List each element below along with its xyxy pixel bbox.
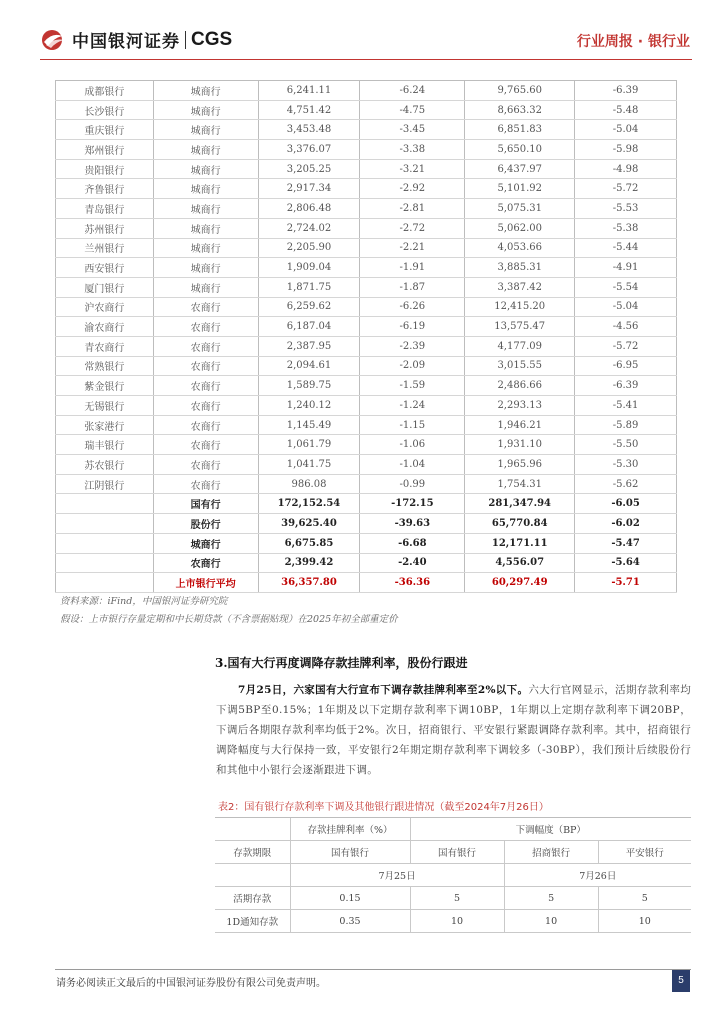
cell-bank-name: 齐鲁银行 — [56, 179, 154, 199]
cell-cut-pingan: 10 — [598, 910, 691, 933]
cell-bank-name: 西安银行 — [56, 258, 154, 278]
cell-value-4: -5.89 — [575, 415, 677, 435]
cell-value-3: 2,293.13 — [465, 396, 575, 416]
average-row — [56, 573, 677, 593]
cell-value-4: -5.72 — [575, 179, 677, 199]
assumption-note: 假设：上市银行存量定期和中长期贷款（不含票据贴现）在2025年初全部重定价 — [60, 614, 398, 625]
summary-row — [56, 514, 677, 534]
cell-value-4: -4.56 — [575, 317, 677, 337]
cell-value-3: 4,053.66 — [465, 238, 575, 258]
table-row — [56, 218, 677, 238]
cell-bank-type: 农商行 — [153, 317, 258, 337]
cell-value-4: -5.30 — [575, 455, 677, 475]
cell-bank-name: 紫金银行 — [56, 376, 154, 396]
cell-value-2: -6.68 — [360, 533, 465, 553]
cell-value-2: -2.39 — [360, 336, 465, 356]
summary-row — [56, 553, 677, 573]
cell-cut-state: 5 — [410, 887, 504, 910]
cell-bank-type: 农商行 — [153, 336, 258, 356]
cell-value-2: -6.26 — [360, 297, 465, 317]
cell-value-2: -2.40 — [360, 553, 465, 573]
cell-value-1: 1,061.79 — [258, 435, 360, 455]
cell-value-2: -0.99 — [360, 474, 465, 494]
cell-value-3: 8,663.32 — [465, 100, 575, 120]
table-row — [56, 297, 677, 317]
cell-value-1: 2,205.90 — [258, 238, 360, 258]
cell-value-3: 12,415.20 — [465, 297, 575, 317]
table-row — [56, 415, 677, 435]
cell-group-label: 国有行 — [153, 494, 258, 514]
table-row — [215, 887, 691, 910]
page-header — [0, 0, 724, 60]
cell-value-1: 6,187.04 — [258, 317, 360, 337]
cell-value-2: -3.21 — [360, 159, 465, 179]
cell-cut-state: 10 — [410, 910, 504, 933]
subheader-term: 存款期限 — [215, 841, 290, 864]
table-row — [56, 336, 677, 356]
cell-bank-name: 青农商行 — [56, 336, 154, 356]
cell-value-1: 2,724.02 — [258, 218, 360, 238]
cell-value-2: -39.63 — [360, 514, 465, 534]
table-row — [56, 356, 677, 376]
cell-bank-type: 城商行 — [153, 120, 258, 140]
cell-value-4: -5.53 — [575, 199, 677, 219]
cell-value-3: 1,946.21 — [465, 415, 575, 435]
cell-value-3: 12,171.11 — [465, 533, 575, 553]
table-row — [56, 317, 677, 337]
cell-average-label: 上市银行平均 — [153, 573, 258, 593]
table-row — [56, 81, 677, 101]
cell-value-3: 2,486.66 — [465, 376, 575, 396]
table-row — [56, 140, 677, 160]
cell-value-3: 13,575.47 — [465, 317, 575, 337]
cell-value-3: 3,885.31 — [465, 258, 575, 278]
cell-value-1: 1,871.75 — [258, 277, 360, 297]
cell-value-1: 6,259.62 — [258, 297, 360, 317]
subheader-pingan: 平安银行 — [598, 841, 691, 864]
table-subheader-row — [215, 841, 691, 864]
cell-value-2: -2.81 — [360, 199, 465, 219]
cell-value-3: 6,437.97 — [465, 159, 575, 179]
cell-value-2: -6.19 — [360, 317, 465, 337]
source-note: 资料来源：iFind，中国银河证券研究院 — [60, 596, 228, 607]
cell-group-label: 城商行 — [153, 533, 258, 553]
cell-value-3: 60,297.49 — [465, 573, 575, 593]
paragraph-body: 六大行官网显示，活期存款利率均下调5BP至0.15%；1年期及以下定期存款利率下调10BP，1年期以上定期存款利率下调20BP，下调后各期限存款利率均低于2%。次日，招商银行、平安银行紧跟调降存款利率。其中，招商银行调降幅度与大行保持一致，平安银行2年期定期存款利率下调较多（-30BP），我们预计后续股份行和其他中小银行会逐渐跟进下调。 — [216, 684, 691, 776]
cell-value-1: 2,806.48 — [258, 199, 360, 219]
cell-value-4: -4.91 — [575, 258, 677, 278]
subheader-state: 国有银行 — [290, 841, 410, 864]
cell-bank-name: 长沙银行 — [56, 100, 154, 120]
page-number: 5 — [672, 970, 690, 992]
cell-blank — [56, 553, 154, 573]
report-label: 行业周报 · 银行业 — [576, 34, 690, 50]
cell-value-3: 1,931.10 — [465, 435, 575, 455]
cell-value-4: -5.50 — [575, 435, 677, 455]
cell-bank-name: 郑州银行 — [56, 140, 154, 160]
cell-value-4: -5.64 — [575, 553, 677, 573]
cell-value-3: 3,387.42 — [465, 277, 575, 297]
brand-name-en: CGS — [191, 28, 233, 50]
cell-value-4: -5.54 — [575, 277, 677, 297]
cell-value-4: -5.72 — [575, 336, 677, 356]
section-title: 3.国有大行再度调降存款挂牌利率，股份行跟进 — [215, 656, 468, 670]
cell-blank — [56, 533, 154, 553]
cell-value-2: -6.24 — [360, 81, 465, 101]
cell-value-3: 5,062.00 — [465, 218, 575, 238]
cell-value-3: 281,347.94 — [465, 494, 575, 514]
table-row — [56, 179, 677, 199]
cell-value-1: 1,145.49 — [258, 415, 360, 435]
cell-value-1: 2,917.34 — [258, 179, 360, 199]
table-row — [56, 238, 677, 258]
cell-value-1: 986.08 — [258, 474, 360, 494]
cell-rate: 0.35 — [290, 910, 410, 933]
summary-row — [56, 494, 677, 514]
cell-cut-cmb: 5 — [504, 887, 598, 910]
cell-value-4: -4.98 — [575, 159, 677, 179]
cell-value-3: 4,556.07 — [465, 553, 575, 573]
date-blank — [215, 864, 290, 887]
cell-bank-name: 张家港行 — [56, 415, 154, 435]
cell-bank-type: 农商行 — [153, 474, 258, 494]
cell-value-3: 5,075.31 — [465, 199, 575, 219]
cell-value-1: 4,751.42 — [258, 100, 360, 120]
cell-group-label: 农商行 — [153, 553, 258, 573]
cell-value-1: 39,625.40 — [258, 514, 360, 534]
date-0725: 7月25日 — [290, 864, 504, 887]
brand-name-cn: 中国银河证券 — [72, 32, 180, 52]
cell-value-2: -2.92 — [360, 179, 465, 199]
cell-value-4: -6.39 — [575, 376, 677, 396]
cell-value-2: -172.15 — [360, 494, 465, 514]
cell-value-4: -5.44 — [575, 238, 677, 258]
cell-value-1: 1,589.75 — [258, 376, 360, 396]
table2-title: 表2：国有银行存款利率下调及其他银行跟进情况（截至2024年7月26日） — [218, 802, 549, 813]
cell-bank-name: 无锡银行 — [56, 396, 154, 416]
cell-value-2: -2.21 — [360, 238, 465, 258]
cell-value-2: -1.91 — [360, 258, 465, 278]
table-row — [56, 376, 677, 396]
cell-bank-name: 江阴银行 — [56, 474, 154, 494]
cell-bank-type: 农商行 — [153, 396, 258, 416]
cell-value-1: 2,399.42 — [258, 553, 360, 573]
cell-bank-type: 城商行 — [153, 258, 258, 278]
table-row — [56, 120, 677, 140]
cell-value-1: 3,205.25 — [258, 159, 360, 179]
cell-bank-type: 农商行 — [153, 455, 258, 475]
cell-bank-type: 城商行 — [153, 159, 258, 179]
cell-blank — [56, 494, 154, 514]
cell-bank-type: 农商行 — [153, 376, 258, 396]
cell-value-4: -5.41 — [575, 396, 677, 416]
cell-bank-name: 苏农银行 — [56, 455, 154, 475]
header-cut: 下调幅度（BP） — [410, 818, 691, 841]
cell-value-2: -2.72 — [360, 218, 465, 238]
cell-bank-type: 城商行 — [153, 238, 258, 258]
cell-bank-type: 农商行 — [153, 297, 258, 317]
cell-bank-name: 贵阳银行 — [56, 159, 154, 179]
cell-value-1: 36,357.80 — [258, 573, 360, 593]
brand-separator — [185, 31, 186, 49]
table-row — [56, 474, 677, 494]
cell-value-3: 1,754.31 — [465, 474, 575, 494]
cell-value-4: -6.02 — [575, 514, 677, 534]
table-row — [56, 435, 677, 455]
footer-divider — [55, 969, 691, 970]
cell-value-4: -6.05 — [575, 494, 677, 514]
cell-value-3: 9,765.60 — [465, 81, 575, 101]
cell-value-1: 6,675.85 — [258, 533, 360, 553]
header-rate: 存款挂牌利率（%） — [290, 818, 410, 841]
rate-cut-table — [215, 817, 691, 933]
cell-value-3: 65,770.84 — [465, 514, 575, 534]
table-row — [56, 396, 677, 416]
cell-value-2: -1.15 — [360, 415, 465, 435]
header-blank — [215, 818, 290, 841]
cell-value-2: -4.75 — [360, 100, 465, 120]
cell-value-4: -5.04 — [575, 297, 677, 317]
cell-value-4: -5.38 — [575, 218, 677, 238]
cell-value-2: -1.87 — [360, 277, 465, 297]
cell-value-1: 1,909.04 — [258, 258, 360, 278]
cell-value-3: 4,177.09 — [465, 336, 575, 356]
cell-value-2: -1.59 — [360, 376, 465, 396]
cell-value-3: 3,015.55 — [465, 356, 575, 376]
cell-value-4: -5.48 — [575, 100, 677, 120]
cell-blank — [56, 514, 154, 534]
cell-bank-name: 成都银行 — [56, 81, 154, 101]
cell-value-2: -36.36 — [360, 573, 465, 593]
cell-bank-type: 城商行 — [153, 199, 258, 219]
cell-term: 1D通知存款 — [215, 910, 290, 933]
cell-bank-type: 城商行 — [153, 179, 258, 199]
cell-bank-name: 重庆银行 — [56, 120, 154, 140]
table-row — [56, 100, 677, 120]
header-divider — [40, 59, 692, 60]
cell-value-1: 1,041.75 — [258, 455, 360, 475]
cell-value-2: -1.04 — [360, 455, 465, 475]
cell-value-4: -5.98 — [575, 140, 677, 160]
cell-bank-name: 渝农商行 — [56, 317, 154, 337]
cell-value-1: 2,094.61 — [258, 356, 360, 376]
cell-bank-name: 沪农商行 — [56, 297, 154, 317]
cell-bank-name: 厦门银行 — [56, 277, 154, 297]
cell-rate: 0.15 — [290, 887, 410, 910]
table-row — [56, 199, 677, 219]
cell-cut-pingan: 5 — [598, 887, 691, 910]
subheader-cmb: 招商银行 — [504, 841, 598, 864]
cell-value-1: 3,376.07 — [258, 140, 360, 160]
summary-row — [56, 533, 677, 553]
cell-value-4: -5.71 — [575, 573, 677, 593]
cell-value-1: 6,241.11 — [258, 81, 360, 101]
cell-value-2: -2.09 — [360, 356, 465, 376]
cell-bank-type: 农商行 — [153, 356, 258, 376]
cell-value-2: -3.45 — [360, 120, 465, 140]
subheader-state-cut: 国有银行 — [410, 841, 504, 864]
cell-value-1: 172,152.54 — [258, 494, 360, 514]
cell-bank-type: 城商行 — [153, 140, 258, 160]
cell-bank-type: 城商行 — [153, 81, 258, 101]
cell-value-2: -1.06 — [360, 435, 465, 455]
cell-value-3: 1,965.96 — [465, 455, 575, 475]
cell-group-label: 股份行 — [153, 514, 258, 534]
cell-bank-type: 城商行 — [153, 277, 258, 297]
cell-value-4: -5.04 — [575, 120, 677, 140]
cell-value-3: 6,851.83 — [465, 120, 575, 140]
footer-disclaimer: 请务必阅读正文最后的中国银河证券股份有限公司免责声明。 — [56, 978, 326, 989]
cell-value-2: -1.24 — [360, 396, 465, 416]
cell-bank-type: 城商行 — [153, 218, 258, 238]
cell-bank-type: 城商行 — [153, 100, 258, 120]
cell-value-4: -6.39 — [575, 81, 677, 101]
cell-bank-name: 苏州银行 — [56, 218, 154, 238]
cell-bank-type: 农商行 — [153, 435, 258, 455]
table-date-row — [215, 864, 691, 887]
table-row — [56, 159, 677, 179]
table-header-row — [215, 818, 691, 841]
cell-value-3: 5,650.10 — [465, 140, 575, 160]
cell-value-4: -5.47 — [575, 533, 677, 553]
table-row — [215, 910, 691, 933]
cell-blank — [56, 573, 154, 593]
cell-value-4: -5.62 — [575, 474, 677, 494]
cell-value-2: -3.38 — [360, 140, 465, 160]
cell-bank-name: 兰州银行 — [56, 238, 154, 258]
cell-bank-name: 青岛银行 — [56, 199, 154, 219]
cell-bank-name: 常熟银行 — [56, 356, 154, 376]
section-paragraph — [216, 680, 691, 780]
brand-logo — [40, 27, 232, 52]
cell-term: 活期存款 — [215, 887, 290, 910]
paragraph-lead: 7月25日，六家国有大行宣布下调存款挂牌利率至2%以下。 — [238, 684, 529, 696]
cell-value-3: 5,101.92 — [465, 179, 575, 199]
table-row — [56, 258, 677, 278]
cell-cut-cmb: 10 — [504, 910, 598, 933]
cell-bank-type: 农商行 — [153, 415, 258, 435]
cell-value-4: -6.95 — [575, 356, 677, 376]
table-row — [56, 455, 677, 475]
cell-bank-name: 瑞丰银行 — [56, 435, 154, 455]
galaxy-logo-icon — [40, 28, 66, 52]
date-0726: 7月26日 — [504, 864, 691, 887]
cell-value-1: 1,240.12 — [258, 396, 360, 416]
table-row — [56, 277, 677, 297]
cell-value-1: 3,453.48 — [258, 120, 360, 140]
cell-value-1: 2,387.95 — [258, 336, 360, 356]
deposit-repricing-table — [55, 80, 677, 593]
